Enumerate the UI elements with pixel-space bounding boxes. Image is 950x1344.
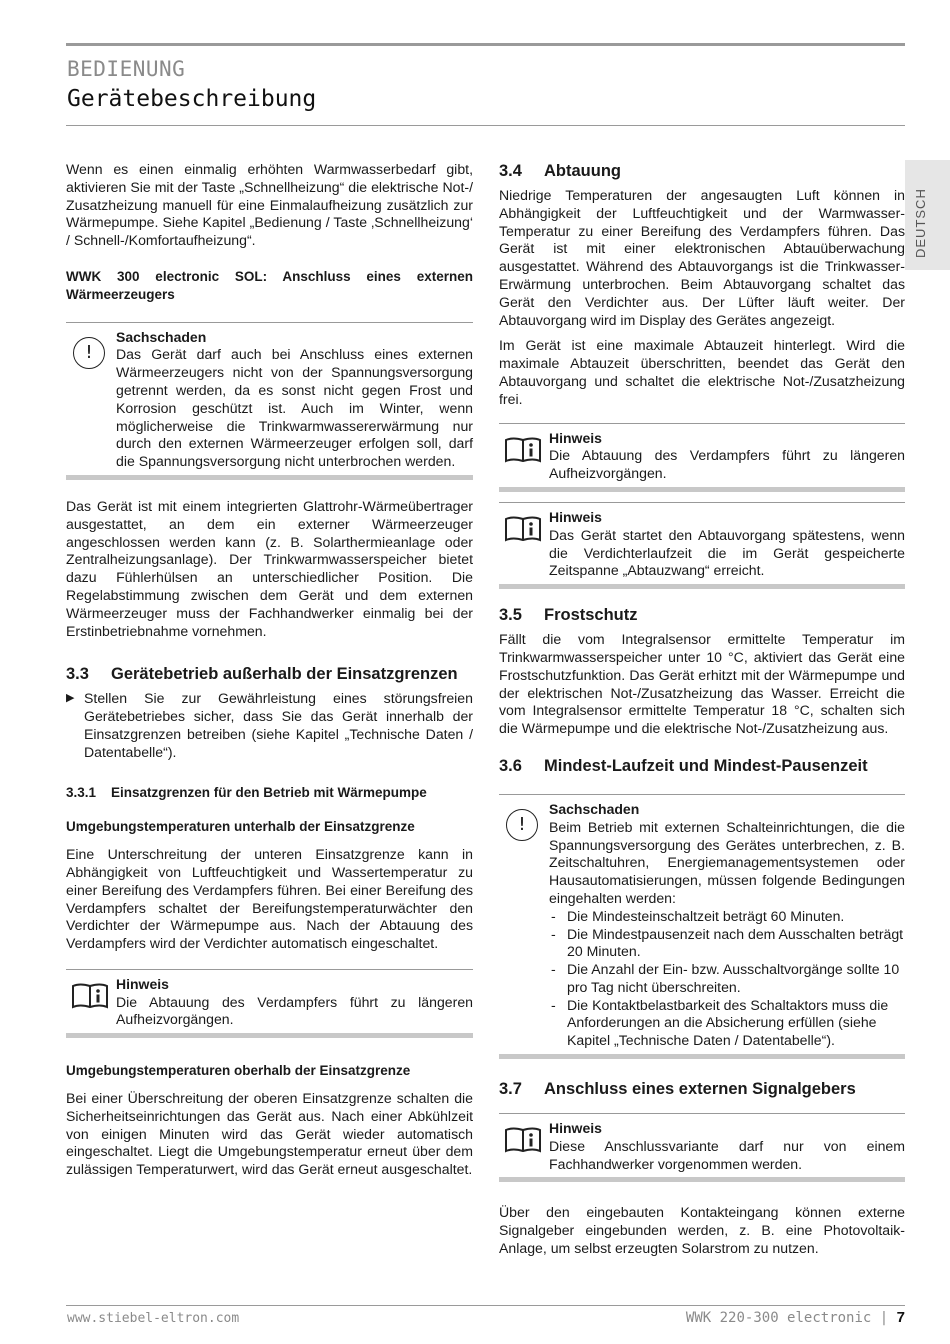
section-heading-3-4 bbox=[499, 161, 905, 181]
section-number: 3.4 bbox=[499, 162, 522, 180]
info-book-icon bbox=[503, 513, 543, 545]
warning-text: Beim Betrieb mit externen Schalteinrichtungen, die die Spannungsversorgung des Gerätes unterbrechen, z. B. Zeitschaltuhren, Energiemanagementsystemen oder Hausautomatisierungen, müssen folgende Bedingungen eingehalten werden: bbox=[549, 818, 905, 906]
info-book-icon bbox=[503, 434, 543, 466]
subheading: Umgebungstemperaturen oberhalb der Einsatzgrenze bbox=[66, 1063, 411, 1079]
header-rule-bottom bbox=[66, 125, 905, 126]
info-title: Hinweis bbox=[549, 1120, 602, 1137]
info-box bbox=[499, 423, 905, 492]
action-step: ▶ Stellen Sie zur Gewährleistung eines störungsfreien Gerätebetriebes sicher, dass Sie das Gerät innerhalb der Einsatzgrenzen betreiben (siehe Kapitel „Technische Daten / Datentabelle“). bbox=[66, 690, 473, 761]
section-title: Gerätebetrieb außerhalb der Einsatzgrenzen bbox=[111, 665, 458, 684]
paragraph: Wenn es einen einmalig erhöhten Warmwasserbedarf gibt, aktivieren Sie mit der Taste „Schnellheizung“ die elektrische Not-/ Zusatzheizung manuell für eine Einmalaufheizung zusätzlich zur Wärmepumpe. Siehe Kapitel „Bedienung / Taste ‚Schnellheizung‘ / Schnell-/Komfortaufheizung“. bbox=[66, 161, 473, 249]
section-heading-3-3-1 bbox=[66, 784, 473, 802]
warning-icon: ! bbox=[73, 337, 105, 369]
paragraph: Fällt die vom Integralsensor ermittelte Temperatur im Trinkwarmwasserspeicher unter 10 °C, aktiviert das Gerät eine Frostschutzfunktion. Das Gerät erhitzt mit der Wärmepumpe und der elektrischen Not-/Zusatzheizung das Wasser. Erreicht die vom Integralsensor ermittelte Temperatur 18 °C, schalten sich die Wärmepumpe und die elektrische Not-/Zusatzheizung aus. bbox=[499, 631, 905, 737]
info-box bbox=[66, 969, 473, 1038]
left-column bbox=[66, 161, 473, 1179]
info-box bbox=[499, 502, 905, 589]
section-heading-3-7 bbox=[499, 1079, 905, 1099]
section-title: Einsatzgrenzen für den Betrieb mit Wärmepumpe bbox=[111, 784, 427, 800]
info-text: Diese Anschlussvariante darf nur von einem Fachhandwerker vorgenommen werden. bbox=[549, 1137, 905, 1172]
section-label: BEDIENUNG bbox=[67, 57, 186, 81]
list-item: - Die Anzahl der Ein- bzw. Ausschaltvorgänge sollte 10 pro Tag nicht überschreiten. bbox=[549, 961, 905, 997]
right-column bbox=[499, 161, 905, 1258]
section-title: Abtauung bbox=[544, 162, 621, 180]
warning-box bbox=[66, 322, 473, 480]
info-book-icon bbox=[503, 1124, 543, 1156]
list-item: - Die Kontaktbelastbarkeit des Schaltaktors muss die Anforderungen an die Absicherung erfüllen (siehe Kapitel „Technische Daten / Datentabelle“). bbox=[549, 997, 905, 1050]
warning-box bbox=[499, 794, 905, 1059]
warning-text: Das Gerät darf auch bei Anschluss eines externen Wärmeerzeugers nicht von der Spannungsversorgung getrennt werden, da es sonst nicht gegen Frost und Korrosion geschützt ist. Auch im Winter, wenn möglicherweise die Trinkwarmwassererwärmung nur durch den externen Wärmeerzeuger erfolgen soll, darf die Spannungsversorgung nicht unterbrochen werden. bbox=[116, 346, 473, 470]
section-title: Mindest-Laufzeit und Mindest-Pausenzeit bbox=[544, 756, 868, 775]
info-text: Die Abtauung des Verdampfers führt zu längeren Aufheizvorgängen. bbox=[549, 447, 905, 482]
paragraph: Bei einer Überschreitung der oberen Einsatzgrenze schalten die Sicherheitseinrichtungen das Gerät aus. Nach einer Abkühlzeit von einigen Minuten wird das Gerät wieder automatisch eingeschaltet. Liegt die Umgebungstemperatur erneut über dem zulässigen Temperaturwert, wird das Gerät erneut ausgeschaltet. bbox=[66, 1090, 473, 1178]
info-box bbox=[499, 1113, 905, 1182]
footer-product bbox=[686, 1309, 905, 1326]
list-item: - Die Mindestpausenzeit nach dem Ausschalten beträgt 20 Minuten. bbox=[549, 926, 905, 962]
info-title: Hinweis bbox=[549, 429, 602, 446]
section-number: 3.5 bbox=[499, 606, 522, 625]
list-item: - Die Mindesteinschaltzeit beträgt 60 Minuten. bbox=[549, 908, 905, 926]
subheading: WWK 300 electronic SOL: Anschluss eines externen Wärmeerzeugers bbox=[66, 268, 473, 302]
paragraph: Im Gerät ist eine maximale Abtauzeit hinterlegt. Wird die maximale Abtauzeit überschritten, beendet das Gerät den Abtauvorgang und schaltet die elektrische Not-/Zusatzheizung frei. bbox=[499, 337, 905, 407]
header-rule bbox=[66, 43, 905, 46]
section-number: 3.7 bbox=[499, 1080, 522, 1099]
section-number: 3.3 bbox=[66, 665, 89, 684]
section-title: Frostschutz bbox=[544, 606, 638, 625]
info-title: Hinweis bbox=[116, 975, 169, 992]
info-title: Hinweis bbox=[549, 508, 602, 525]
info-text: Die Abtauung des Verdampfers führt zu längeren Aufheizvorgängen. bbox=[116, 993, 473, 1028]
section-heading-3-3 bbox=[66, 664, 473, 684]
info-text: Das Gerät startet den Abtauvorgang spätestens, wenn die Verdichterlaufzeit die im Gerät gespeicherte Zeitspanne „Abtauzwang“ erreicht. bbox=[549, 526, 905, 579]
page-title: Gerätebeschreibung bbox=[67, 86, 317, 112]
section-number: 3.6 bbox=[499, 756, 522, 775]
warning-title: Sachschaden bbox=[549, 800, 640, 817]
footer-rule bbox=[66, 1305, 905, 1306]
page-number: 7 bbox=[896, 1309, 905, 1326]
paragraph: Niedrige Temperaturen der angesaugten Luft können in Abhängigkeit der Luftfeuchtigkeit und der Warmwasser-Temperatur zu einer Bereifung des Verdampfers führen. Das Gerät ist mit einer elektronischen Abtauüberwachung ausgestattet. Während des Abtauvorgangs ist die Trinkwasser-Erwärmung unterbrochen. Beim Abtauvorgang schaltet das Gerät den Verdichter aus. Der Lüfter läuft weiter. Der Abtauvorgang wird im Display des Gerätes angezeigt. bbox=[499, 187, 905, 328]
language-tab-label: DEUTSCH bbox=[913, 188, 928, 258]
section-title: Anschluss eines externen Signalgebers bbox=[544, 1080, 856, 1099]
section-heading-3-5 bbox=[499, 605, 905, 625]
condition-list bbox=[549, 908, 905, 1050]
paragraph: Über den eingebauten Kontakteingang können externe Signalgeber eingebunden werden, z. B. eine Photovoltaik-Anlage, um selbst erzeugten Solarstrom zu nutzen. bbox=[499, 1204, 905, 1257]
section-number: 3.3.1 bbox=[66, 784, 97, 800]
paragraph: Eine Unterschreitung der unteren Einsatzgrenze kann in Abhängigkeit von Luftfeuchtigkeit und Wassertemperatur zu einer Bereifung des Verdampfers führen. Bei einer Bereifung des Verdampfers schaltet der Bereifungstemperaturwächter den Verdichter der Wärmepumpe aus. Nach der Abtauung des Verdampfers wird der Verdichter automatisch eingeschaltet. bbox=[66, 846, 473, 952]
footer-url: www.stiebel-eltron.com bbox=[67, 1311, 240, 1326]
info-book-icon bbox=[70, 980, 110, 1012]
warning-title: Sachschaden bbox=[116, 328, 207, 345]
paragraph: Das Gerät ist mit einem integrierten Glattrohr-Wärmeübertrager ausgestattet, an dem ein externer Wärmeerzeuger angeschlossen werden kann (z. B. Solarthermieanlage oder Zentralheizungsanlage). Der Trinkwarmwasserspeicher bietet dazu Fühlerhülsen an unterschiedlicher Position. Die Regelabstimmung zwischen dem Gerät und dem externen Wärmeerzeuger muss der Fachhandwerker einmalig bei der Erstinbetriebnahme vornehmen. bbox=[66, 497, 473, 639]
footer-separator: | bbox=[879, 1310, 889, 1326]
section-heading-3-6 bbox=[499, 756, 905, 776]
subheading: Umgebungstemperaturen unterhalb der Einsatzgrenze bbox=[66, 819, 415, 835]
product-name: WWK 220-300 electronic bbox=[685, 1310, 872, 1326]
warning-icon: ! bbox=[506, 809, 538, 841]
